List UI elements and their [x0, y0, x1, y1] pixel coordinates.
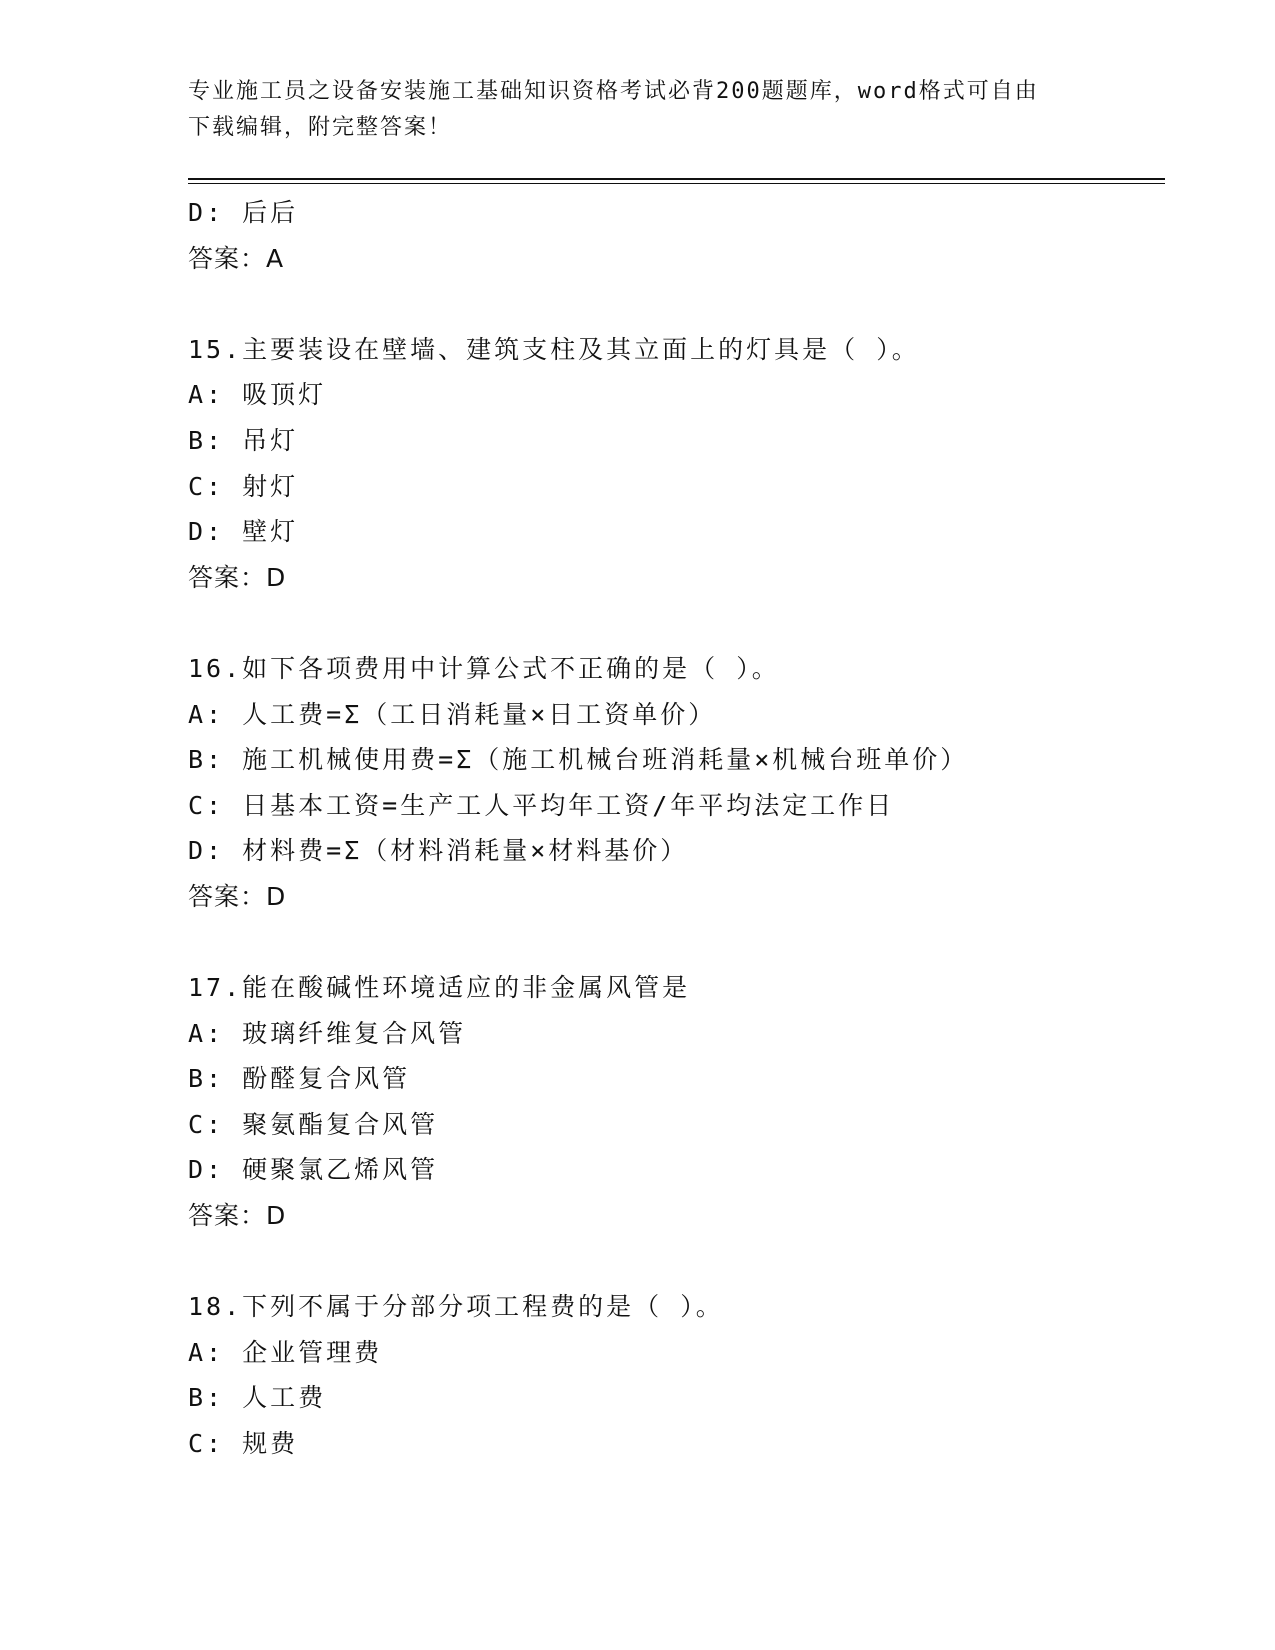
option-b: B: 吊灯: [188, 425, 299, 455]
question-17: [188, 965, 1188, 1239]
question-stem: 17.能在酸碱性环境适应的非金属风管是: [188, 973, 691, 1003]
answer-line: 答案：A: [188, 243, 285, 273]
document-header: [188, 74, 1088, 146]
answer-line: 答案：D: [188, 881, 287, 911]
option-c: C: 规费: [188, 1429, 299, 1459]
option-c: C: 日基本工资=生产工人平均年工资/年平均法定工作日: [188, 790, 895, 820]
question-stem: 18.下列不属于分部分项工程费的是（ ）。: [188, 1292, 724, 1322]
header-rule-thin: [188, 183, 1165, 184]
option-a: A: 玻璃纤维复合风管: [188, 1018, 467, 1048]
option-b: B: 酚醛复合风管: [188, 1064, 411, 1094]
option-c: C: 聚氨酯复合风管: [188, 1109, 439, 1139]
header-rule: [188, 178, 1165, 180]
option-a: A: 人工费=Σ（工日消耗量×日工资单价）: [188, 699, 717, 729]
option-a: A: 企业管理费: [188, 1337, 383, 1367]
option-a: A: 吸顶灯: [188, 380, 327, 410]
option-c: C: 射灯: [188, 471, 299, 501]
answer-line: 答案：D: [188, 1201, 287, 1231]
header-line-1: 专业施工员之设备安装施工基础知识资格考试必背200题题库，word格式可自由: [188, 79, 1039, 104]
question-stem: 16.如下各项费用中计算公式不正确的是（ ）。: [188, 653, 780, 683]
option-d: D: 硬聚氯乙烯风管: [188, 1155, 439, 1185]
question-16: [188, 646, 1188, 920]
option-d: D: 后后: [188, 198, 299, 227]
document-body: [188, 190, 1188, 1467]
answer-line: 答案：D: [188, 562, 287, 592]
option-b: B: 施工机械使用费=Σ（施工机械台班消耗量×机械台班单价）: [188, 745, 969, 775]
option-b: B: 人工费: [188, 1383, 327, 1413]
question-18: [188, 1284, 1188, 1466]
question-stem: 15.主要装设在壁墙、建筑支柱及其立面上的灯具是（ ）。: [188, 334, 920, 364]
option-d: D: 壁灯: [188, 517, 299, 547]
question-15: [188, 327, 1188, 601]
header-line-2: 下载编辑，附完整答案！: [188, 115, 453, 140]
option-d: D: 材料费=Σ（材料消耗量×材料基价）: [188, 836, 689, 866]
